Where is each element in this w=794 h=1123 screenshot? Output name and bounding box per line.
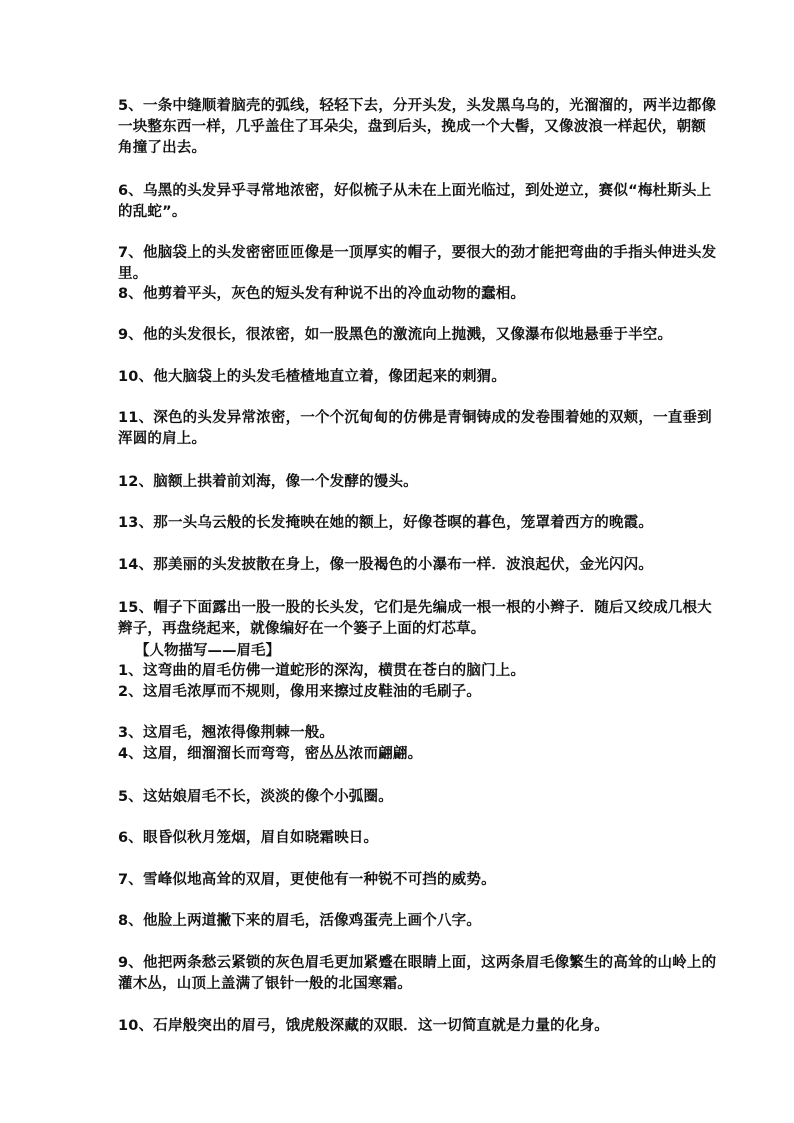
eyebrow-item-6: 6、眼昏似秋月笼烟，眉自如晓霜映日。 — [118, 830, 379, 846]
hair-item-9: 9、他的头发很长，很浓密，如一股黑色的激流向上抛溅，又像瀑布似地悬垂于半空。 — [118, 327, 673, 343]
section-heading-eyebrows: 【人物描写——眉毛】 — [135, 643, 280, 659]
eyebrow-item-2: 2、这眉毛浓厚而不规则，像用来擦过皮鞋油的毛刷子。 — [118, 684, 482, 700]
eyebrow-item-10: 10、石岸般突出的眉弓，饿虎般深藏的双眼．这一切简直就是力量的化身。 — [118, 1018, 609, 1034]
hair-item-11: 11、深色的头发异常浓密，一个个沉甸甸的仿佛是青铜铸成的发卷围着她的双颊，一直垂到浑圆的肩上。 — [118, 410, 712, 447]
eyebrow-item-8: 8、他脸上两道撇下来的眉毛，活像鸡蛋壳上画个八字。 — [118, 913, 482, 929]
eyebrow-item-5: 5、这姑娘眉毛不长，淡淡的像个小弧圈。 — [118, 789, 393, 805]
hair-item-14: 14、那美丽的头发披散在身上，像一股褐色的小瀑布一样．波浪起伏，金光闪闪。 — [118, 557, 654, 573]
eyebrow-item-9: 9、他把两条愁云紧锁的灰色眉毛更加紧蹙在眼睛上面，这两条眉毛像繁生的高耸的山岭上的灌木丛，山顶上盖满了银针一般的北国寒霜。 — [118, 955, 717, 992]
hair-item-13: 13、那一头乌云般的长发掩映在她的额上，好像苍暝的暮色，笼罩着西方的晚霞。 — [118, 515, 654, 531]
hair-item-15: 15、帽子下面露出一股一股的长头发，它们是先编成一根一根的小辫子．随后又绞成几根大辫子，再盘绕起来，就像编好在一个篓子上面的灯芯草。 — [118, 600, 712, 637]
hair-item-8: 8、他剪着平头，灰色的短头发有种说不出的冷血动物的蠢相。 — [118, 286, 526, 302]
eyebrow-item-3: 3、这眉毛，翘浓得像荆棘一般。 — [118, 725, 335, 741]
eyebrow-item-1: 1、这弯曲的眉毛仿佛一道蛇形的深沟，横贯在苍白的脑门上。 — [118, 663, 526, 679]
hair-item-5: 5、一条中缝顺着脑壳的弧线，轻轻下去，分开头发，头发黑乌乌的，光溜溜的，两半边都像一块整东西一样，几乎盖住了耳朵尖，盘到后头，挽成一个大髻，又像波浪一样起伏，朝额角撞了出去。 — [118, 98, 717, 156]
hair-item-10: 10、他大脑袋上的头发毛楂楂地直立着，像团起来的刺猬。 — [118, 369, 507, 385]
hair-item-6: 6、乌黑的头发异乎寻常地浓密，好似梳子从未在上面光临过，到处逆立，赛似“梅杜斯头上的乱蛇”。 — [118, 183, 712, 220]
hair-item-12: 12、脑额上拱着前刘海，像一个发酵的馒头。 — [118, 474, 418, 490]
hair-item-7: 7、他脑袋上的头发密密匝匝像是一顶厚实的帽子，要很大的劲才能把弯曲的手指头伸进头发里。 — [118, 245, 717, 282]
eyebrow-item-7: 7、雪峰似地高耸的双眉，更使他有一种锐不可挡的威势。 — [118, 872, 496, 888]
eyebrow-item-4: 4、这眉，细溜溜长而弯弯，密丛丛浓而翩翩。 — [118, 746, 423, 762]
